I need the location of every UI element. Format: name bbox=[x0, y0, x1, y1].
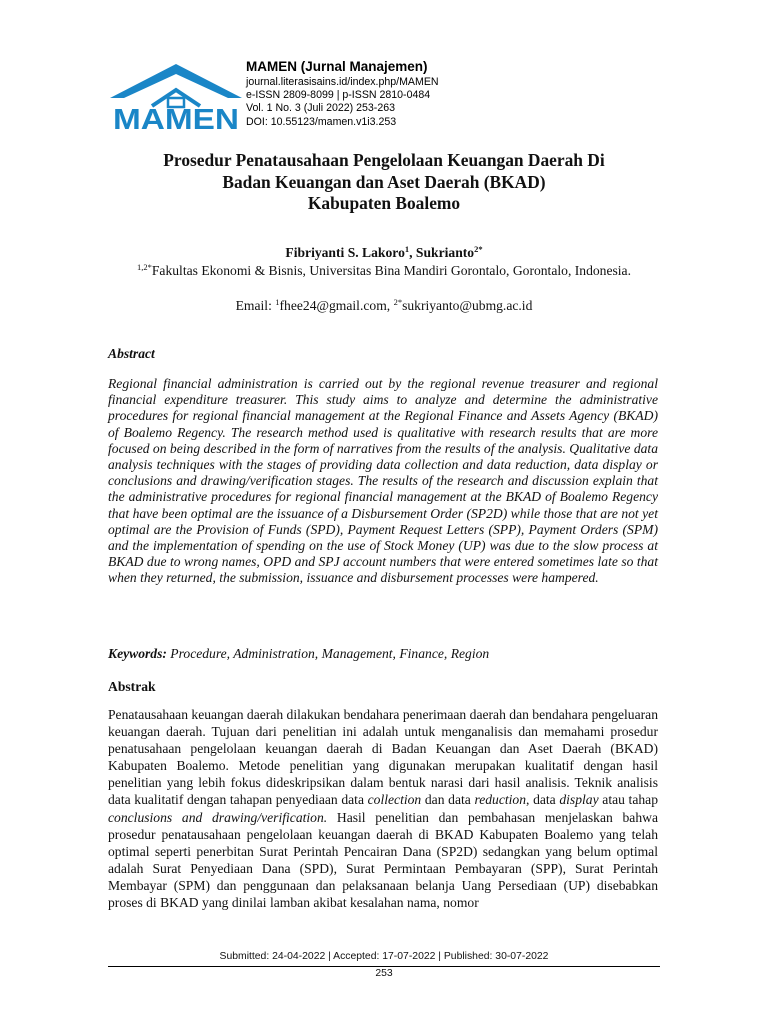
email-2[interactable]: sukriyanto@ubmg.ac.id bbox=[402, 298, 533, 313]
journal-volume: Vol. 1 No. 3 (Juli 2022) 253-263 bbox=[246, 102, 395, 115]
abstrak-italic-3: display bbox=[559, 792, 599, 808]
affiliation-text: Fakultas Ekonomi & Bisnis, Universitas Bina Mandiri Gorontalo, Gorontalo, Indonesia. bbox=[151, 263, 631, 278]
journal-doi[interactable]: DOI: 10.55123/mamen.v1i3.253 bbox=[246, 115, 397, 128]
keywords-list: Procedure, Administration, Management, Finance, Region bbox=[166, 646, 490, 661]
abstrak-body bbox=[108, 706, 658, 911]
abstrak-text-5: Hasil penelitian dan pembahasan menjelaskan bahwa prosedur penatausahaan pengelolaan keuangan daerah di BKAD Kabupaten Boalemo yang telah optimal seperti penerbitan Surat Perintah Pencairan Dana (SP2D) sedangkan yang belum optimal adalah Surat Penyediaan Dana (SPD), Surat Permintaan Pembayaran (SPP), Surat Perintah Membayar (SPM) dan penggunaan dan pelaksanaan belanja Uang Persediaan (UP) disebabkan proses di BKAD yang dinilai lamban akibat kesalahan nama, nomor bbox=[108, 809, 658, 911]
author-2: Sukrianto bbox=[415, 245, 475, 260]
affiliation bbox=[100, 262, 668, 279]
journal-masthead bbox=[108, 58, 668, 132]
email-label: Email: bbox=[235, 298, 276, 313]
journal-url[interactable]: journal.literasisains.id/index.php/MAMEN bbox=[246, 76, 439, 88]
author-2-sup: 2* bbox=[474, 244, 483, 254]
author-separator: , bbox=[409, 245, 416, 260]
logo-text: MAMEN bbox=[113, 104, 239, 130]
abstrak-heading: Abstrak bbox=[108, 679, 156, 694]
email-1[interactable]: fhee24@gmail.com, bbox=[279, 298, 394, 313]
abstrak-text-4: atau tahap bbox=[598, 792, 658, 808]
email-2-sup: 2* bbox=[393, 297, 403, 307]
author-1: Fibriyanti S. Lakoro bbox=[285, 245, 405, 260]
abstrak-italic-1: collection bbox=[367, 792, 422, 808]
title-line-3: Kabupaten Boalemo bbox=[307, 193, 461, 213]
abstract-heading: Abstract bbox=[108, 346, 155, 361]
abstrak-italic-4: conclusions and drawing/verification. bbox=[108, 809, 328, 825]
journal-info bbox=[246, 58, 439, 129]
title-line-1: Prosedur Penatausahaan Pengelolaan Keuangan Daerah Di bbox=[163, 150, 605, 170]
title-line-2: Badan Keuangan dan Aset Daerah (BKAD) bbox=[222, 171, 546, 192]
abstrak-text-2: dan data bbox=[421, 792, 475, 808]
keywords-label: Keywords: bbox=[108, 646, 167, 661]
email-1-sup: 1 bbox=[275, 297, 280, 307]
abstract-body: Regional financial administration is carried out by the regional revenue treasurer and regional financial expenditure treasurer. This study aims to analyze and determine the administrative procedures for regional financial management at the Regional Finance and Assets Agency (BKAD) of Boalemo Regency. The research method used is qualitative with research results that are more focused on being described in the form of narratives from the results of the analysis. Qualitative data analysis techniques with the stages of providing data collection and data reduction, data display or conclusions and drawing/verification stages. The results of the research and discussion explain that the administrative procedures for regional financial management at the BKAD of Boalemo Regency that have been optimal are the issuance of a Disbursement Order (SP2D) while those that are not yet optimal are the Provision of Funds (SPD), Payment Request Letters (SPP), Payment Orders (SPM) and the implementation of spending on the use of Stock Money (UP) was due to the slow process at BKAD due to wrong names, OPD and SPJ account numbers that were entered sometimes late so that when they returned, the submission, issuance and disbursement processes were hampered. bbox=[108, 376, 658, 586]
email-line bbox=[60, 297, 708, 314]
affiliation-sup: 1,2* bbox=[136, 262, 152, 272]
abstrak-text-1: Penatausahaan keuangan daerah dilakukan bendahara penerimaan daerah dan bendahara pengeluaran keuangan daerah. Tujuan dari penelitian ini adalah untuk menganalisis dan memahami prosedur penatusahaan pengelolaan keuangan daerah di Badan Keuangan dan Aset Daerah (BKAD) Kabupaten Boalemo. Metode penelitian yang digunakan merupakan kualitatif dengan hasil penelitian yang lebih fokus dideskripsikan dalam bentuk narasi dari hasil analisis. Teknik analisis data kualitatif dengan tahapan penyediaan data bbox=[108, 707, 658, 808]
page-number: 253 bbox=[375, 968, 393, 979]
abstrak-text-3: , data bbox=[526, 792, 560, 808]
footer-divider bbox=[108, 966, 660, 967]
article-title bbox=[60, 150, 708, 215]
journal-issn: e-ISSN 2809-8099 | p-ISSN 2810-0484 bbox=[246, 89, 431, 102]
author-1-sup: 1 bbox=[404, 244, 410, 254]
author-list bbox=[60, 244, 708, 262]
keywords bbox=[108, 645, 668, 662]
journal-title: MAMEN (Jurnal Manajemen) bbox=[246, 59, 428, 74]
journal-logo bbox=[108, 60, 244, 130]
abstrak-italic-2: reduction bbox=[474, 792, 527, 808]
submission-dates: Submitted: 24-04-2022 | Accepted: 17-07-2022 | Published: 30-07-2022 bbox=[219, 951, 549, 962]
